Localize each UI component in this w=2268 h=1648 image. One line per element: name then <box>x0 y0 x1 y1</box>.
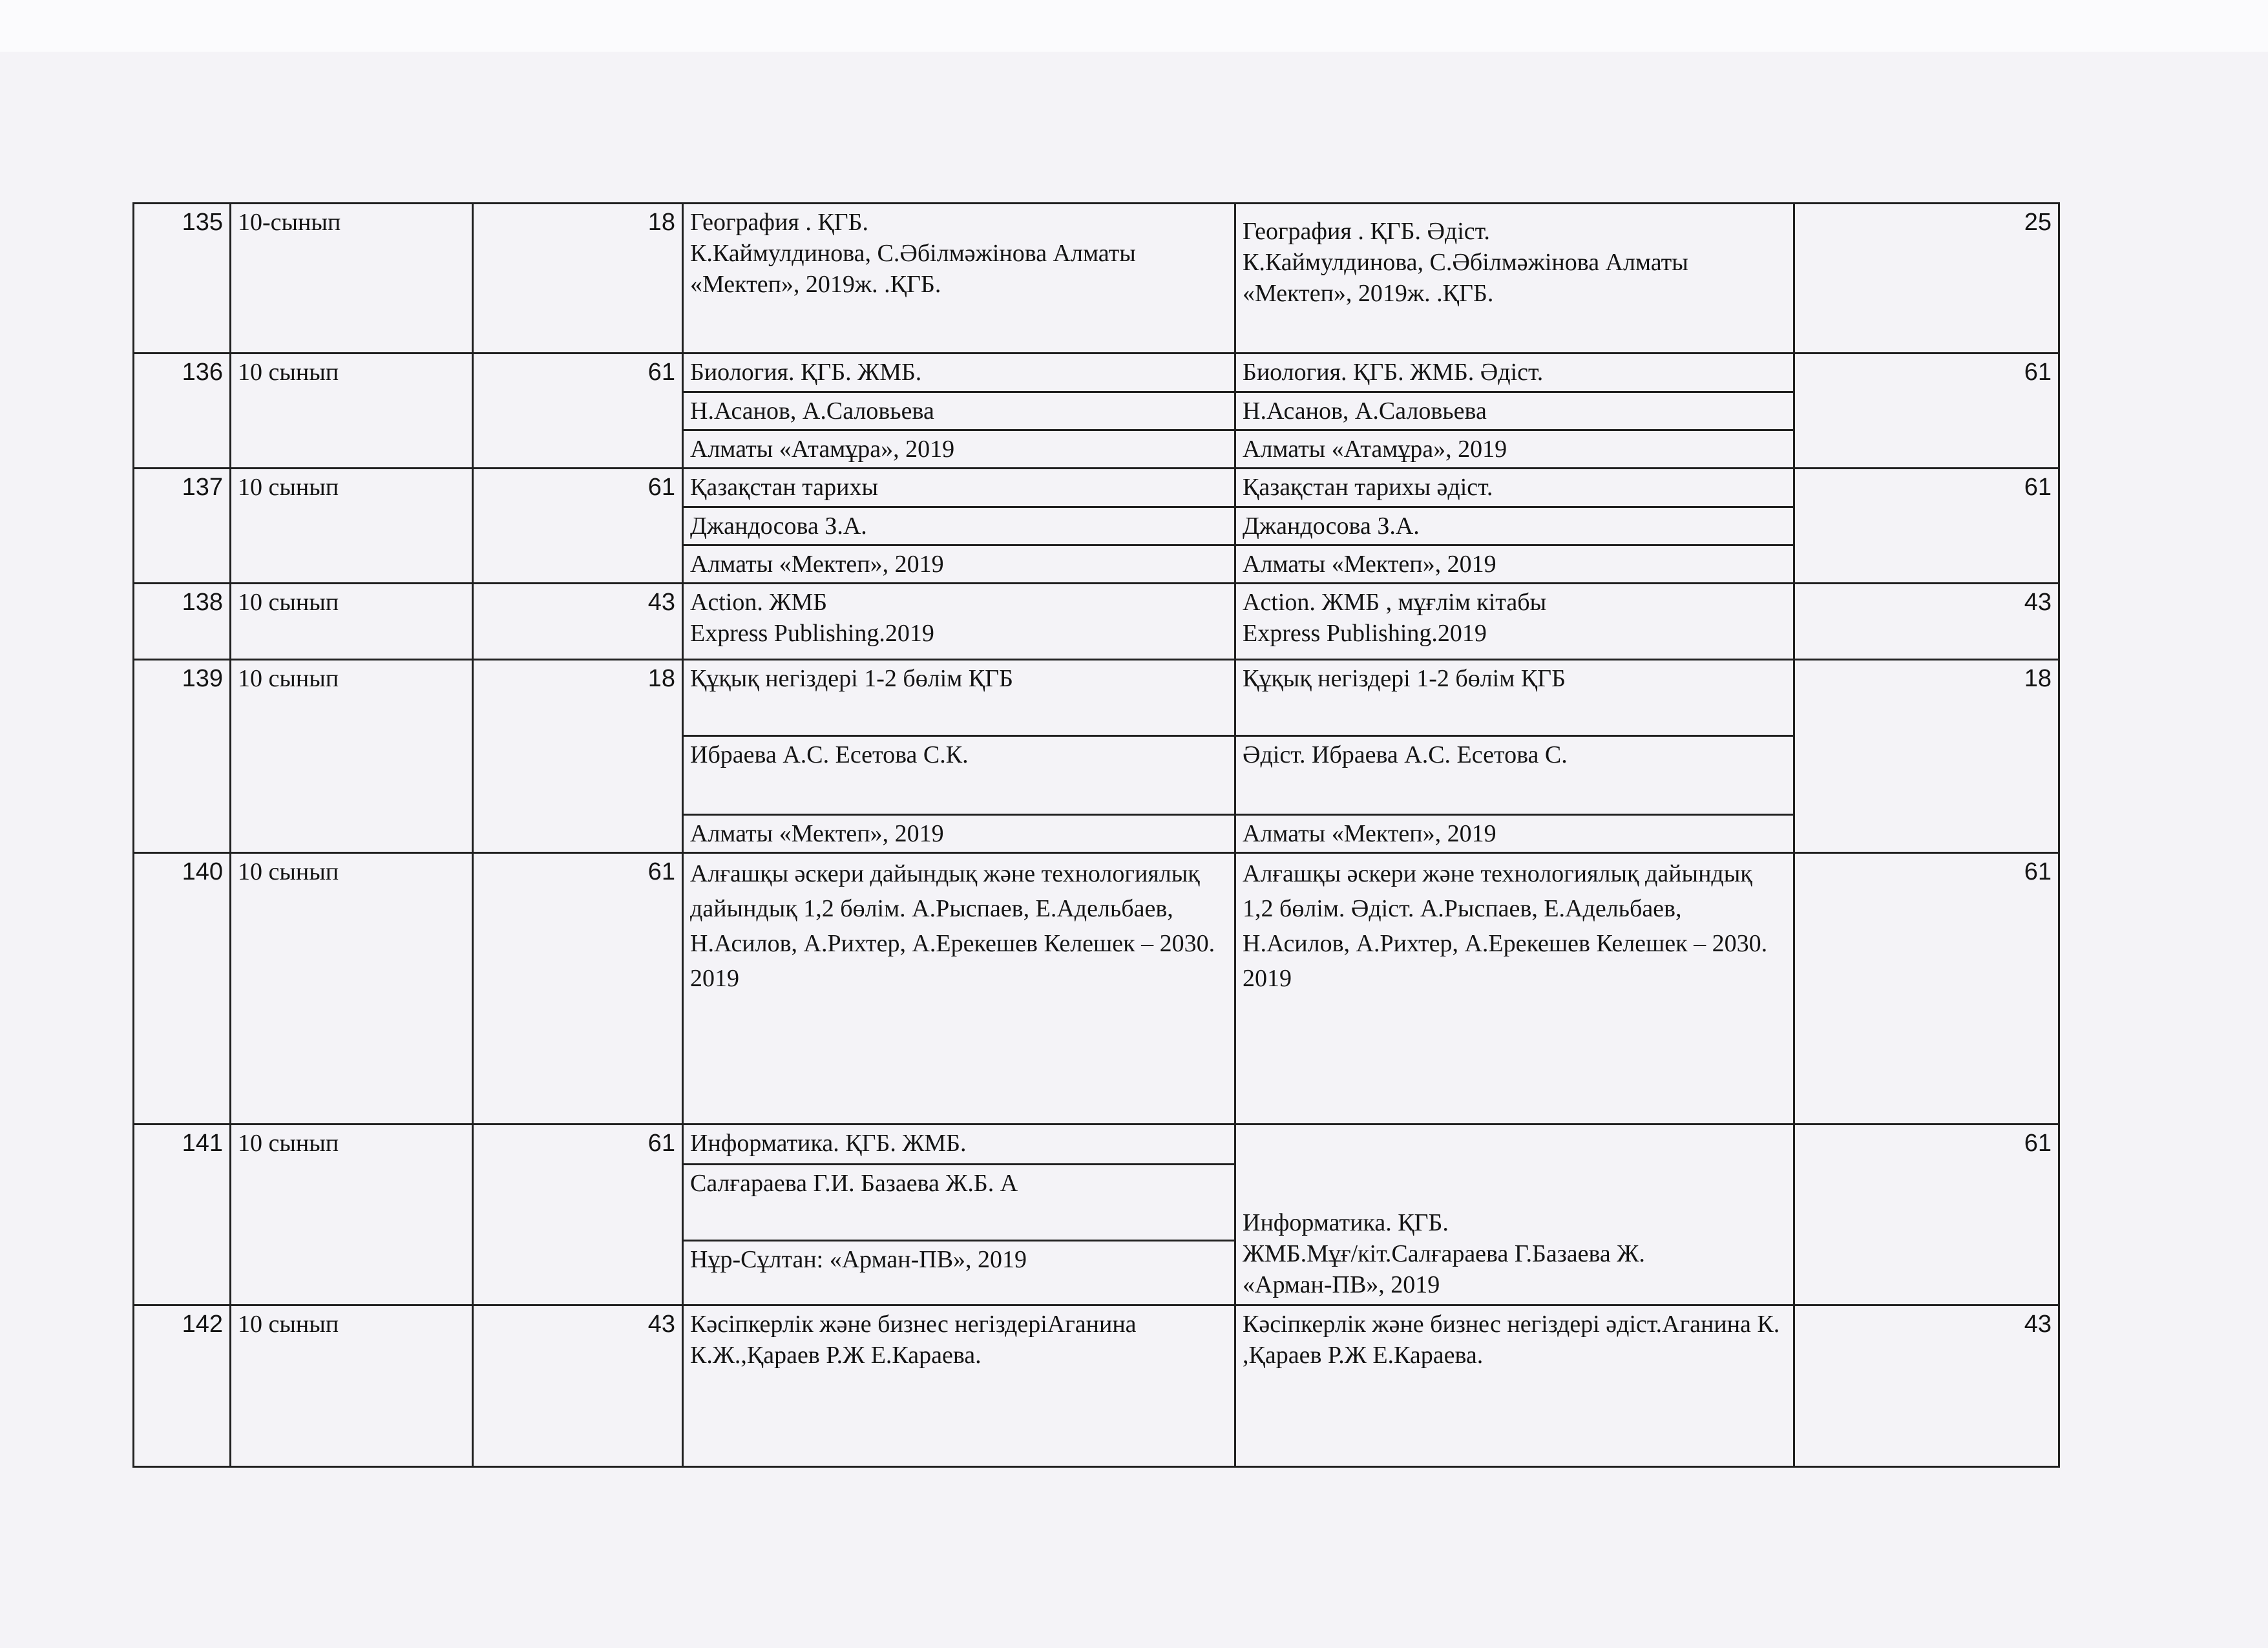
count-cell: 61 <box>473 354 683 469</box>
grade-cell: 10 сынып <box>231 584 473 660</box>
count2-cell: 25 <box>1794 204 2059 354</box>
count2-cell: 18 <box>1794 660 2059 853</box>
table-row <box>134 853 2059 1125</box>
textbook-line: Нұр-Сұлтан: «Арман-ПВ», 2019 <box>683 1241 1235 1305</box>
table-row <box>134 1305 2059 1467</box>
count-cell: 61 <box>473 469 683 584</box>
count2-cell: 61 <box>1794 469 2059 584</box>
textbook-line: Express Publishing.2019 <box>690 620 934 647</box>
table-row <box>134 469 2059 507</box>
guide-line: Құқық негіздері 1-2 бөлім ҚГБ <box>1235 660 1794 736</box>
count-cell: 43 <box>473 584 683 660</box>
textbook-cell <box>683 584 1235 660</box>
textbook-line: Құқық негіздері 1-2 бөлім ҚГБ <box>683 660 1235 736</box>
textbook-line: География . ҚГБ. <box>690 209 868 236</box>
textbook-line: Ибраева А.С. Есетова С.К. <box>683 736 1235 815</box>
textbook-line: Алматы «Мектеп», 2019 <box>683 815 1235 853</box>
textbook-line: Салғараева Г.И. Базаева Ж.Б. А <box>683 1165 1235 1241</box>
guide-line: «Арман-ПВ», 2019 <box>1243 1271 1440 1298</box>
table-row <box>134 204 2059 354</box>
table-row <box>134 1125 2059 1165</box>
count2-cell: 61 <box>1794 1125 2059 1305</box>
textbook-cell: Алғашқы әскери дайындық және технологиялық дайындық 1,2 бөлім. А.Рыспаев, Е.Адельбаев, Н.Асилов, А.Рихтер, А.Ерекешев Келешек – 2030. 2019 <box>683 853 1235 1125</box>
grade-cell: 10 сынып <box>231 469 473 584</box>
guide-cell <box>1235 584 1794 660</box>
table-row <box>134 584 2059 660</box>
guide-line: Алматы «Мектеп», 2019 <box>1235 815 1794 853</box>
count-cell: 43 <box>473 1305 683 1467</box>
guide-line: Джандосова З.А. <box>1235 507 1794 545</box>
grade-cell: 10 сынып <box>231 660 473 853</box>
guide-line: Қазақстан тарихы әдіст. <box>1235 469 1794 507</box>
guide-cell <box>1235 1125 1794 1305</box>
scan-margin <box>0 0 2268 52</box>
row-number: 140 <box>134 853 231 1125</box>
table-row <box>134 660 2059 736</box>
grade-cell: 10-сынып <box>231 204 473 354</box>
textbook-cell: Кәсіпкерлік және бизнес негіздеріАганина К.Ж.,Қараев Р.Ж Е.Караева. <box>683 1305 1235 1467</box>
guide-line: Н.Асанов, А.Саловьева <box>1235 392 1794 430</box>
row-number: 137 <box>134 469 231 584</box>
textbook-line: Action. ЖМБ <box>690 589 828 616</box>
table-row <box>134 354 2059 392</box>
guide-line: Әдіст. Ибраева А.С. Есетова С. <box>1235 736 1794 815</box>
guide-line: Express Publishing.2019 <box>1243 620 1487 647</box>
textbook-line: Джандосова З.А. <box>683 507 1235 545</box>
textbook-line: Информатика. ҚГБ. ЖМБ. <box>683 1125 1235 1165</box>
grade-cell: 10 сынып <box>231 853 473 1125</box>
row-number: 142 <box>134 1305 231 1467</box>
row-number: 136 <box>134 354 231 469</box>
count-cell: 61 <box>473 853 683 1125</box>
count2-cell: 61 <box>1794 853 2059 1125</box>
guide-line: Информатика. ҚГБ. <box>1243 1209 1449 1236</box>
row-number: 141 <box>134 1125 231 1305</box>
grade-cell: 10 сынып <box>231 1305 473 1467</box>
textbook-line: Қазақстан тарихы <box>683 469 1235 507</box>
textbook-cell <box>683 204 1235 354</box>
count2-cell: 43 <box>1794 1305 2059 1467</box>
guide-line: Алматы «Атамұра», 2019 <box>1235 430 1794 469</box>
guide-cell: Кәсіпкерлік және бизнес негіздері әдіст.Аганина К. ,Қараев Р.Ж Е.Караева. <box>1235 1305 1794 1467</box>
guide-line: К.Каймулдинова, С.Әбілмәжінова Алматы «Мектеп», 2019ж. .ҚГБ. <box>1243 249 1688 307</box>
row-number: 135 <box>134 204 231 354</box>
guide-line: География . ҚГБ. Әдіст. <box>1243 218 1490 245</box>
guide-line: ЖМБ.Мұғ/кіт.Салғараева Г.Базаева Ж. <box>1243 1240 1645 1267</box>
count-cell: 61 <box>473 1125 683 1305</box>
textbook-table <box>132 202 2060 1468</box>
textbook-line: Алматы «Атамұра», 2019 <box>683 430 1235 469</box>
count2-cell: 61 <box>1794 354 2059 469</box>
guide-cell <box>1235 204 1794 354</box>
row-number: 139 <box>134 660 231 853</box>
count-cell: 18 <box>473 204 683 354</box>
textbook-line: Н.Асанов, А.Саловьева <box>683 392 1235 430</box>
row-number: 138 <box>134 584 231 660</box>
guide-line: Биология. ҚГБ. ЖМБ. Әдіст. <box>1235 354 1794 392</box>
grade-cell: 10 сынып <box>231 1125 473 1305</box>
guide-cell: Алғашқы әскери және технологиялық дайындық 1,2 бөлім. Әдіст. А.Рыспаев, Е.Адельбаев, Н.Асилов, А.Рихтер, А.Ерекешев Келешек – 2030. 2019 <box>1235 853 1794 1125</box>
grade-cell: 10 сынып <box>231 354 473 469</box>
count-cell: 18 <box>473 660 683 853</box>
guide-line: Action. ЖМБ , мұғлім кітабы <box>1243 589 1547 616</box>
guide-line: Алматы «Мектеп», 2019 <box>1235 545 1794 584</box>
textbook-line: К.Каймулдинова, С.Әбілмәжінова Алматы «Мектеп», 2019ж. .ҚГБ. <box>690 240 1136 298</box>
textbook-line: Биология. ҚГБ. ЖМБ. <box>683 354 1235 392</box>
textbook-line: Алматы «Мектеп», 2019 <box>683 545 1235 584</box>
count2-cell: 43 <box>1794 584 2059 660</box>
